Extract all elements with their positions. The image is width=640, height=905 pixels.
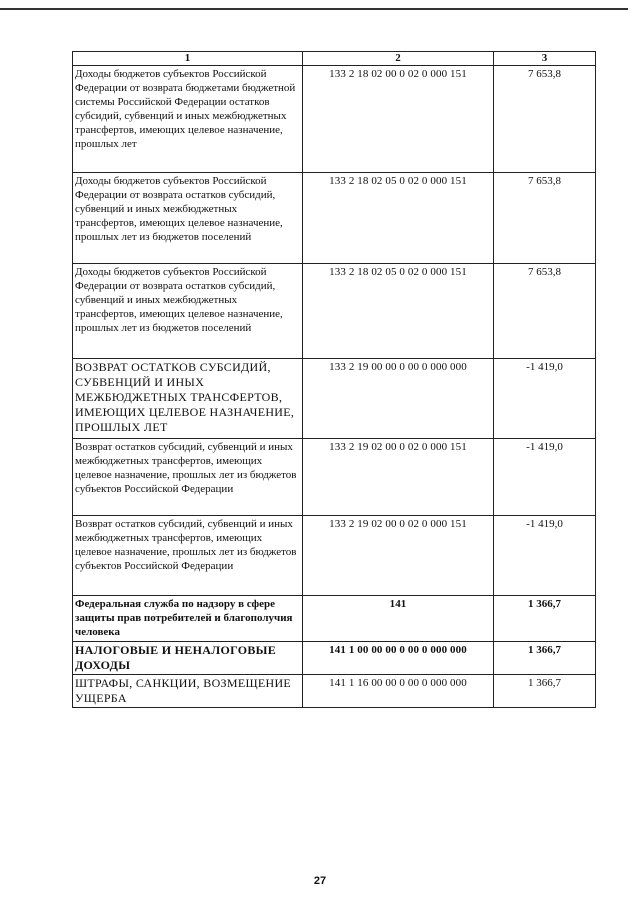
row-amount: -1 419,0: [494, 359, 596, 439]
row-amount: 1 366,7: [494, 675, 596, 708]
row-code: 141 1 16 00 00 0 00 0 000 000: [303, 675, 494, 708]
table-row: [73, 264, 596, 359]
header-col-2: 2: [303, 52, 494, 66]
row-amount: 1 366,7: [494, 596, 596, 642]
header-row: [73, 52, 596, 66]
row-code: 133 2 19 00 00 0 00 0 000 000: [303, 359, 494, 439]
row-code: 133 2 18 02 05 0 02 0 000 151: [303, 264, 494, 359]
row-code: 141 1 00 00 00 0 00 0 000 000: [303, 642, 494, 675]
row-amount: 7 653,8: [494, 173, 596, 264]
row-amount: 7 653,8: [494, 264, 596, 359]
row-name: Возврат остатков субсидий, субвенций и иных межбюджетных трансфертов, имеющих целевое назначение, прошлых лет из бюджетов субъектов Российской Федерации: [73, 516, 303, 596]
header-col-1: 1: [73, 52, 303, 66]
row-code: 133 2 19 02 00 0 02 0 000 151: [303, 439, 494, 516]
row-code: 141: [303, 596, 494, 642]
row-name: Возврат остатков субсидий, субвенций и иных межбюджетных трансфертов, имеющих целевое назначение, прошлых лет из бюджетов субъектов Российской Федерации: [73, 439, 303, 516]
table-row: [73, 516, 596, 596]
top-rule: [0, 8, 628, 10]
row-code: 133 2 18 02 05 0 02 0 000 151: [303, 173, 494, 264]
table-row: [73, 359, 596, 439]
row-amount: -1 419,0: [494, 516, 596, 596]
row-name: ШТРАФЫ, САНКЦИИ, ВОЗМЕЩЕНИЕ УЩЕРБА: [73, 675, 303, 708]
row-name: Федеральная служба по надзору в сфере защиты прав потребителей и благополучия человека: [73, 596, 303, 642]
table-row: [73, 596, 596, 642]
row-name: ВОЗВРАТ ОСТАТКОВ СУБСИДИЙ, СУБВЕНЦИЙ И ИНЫХ МЕЖБЮДЖЕТНЫХ ТРАНСФЕРТОВ, ИМЕЮЩИХ ЦЕЛЕВОЕ НАЗНАЧЕНИЕ, ПРОШЛЫХ ЛЕТ: [73, 359, 303, 439]
row-name: Доходы бюджетов субъектов Российской Федерации от возврата остатков субсидий, субвенций и иных межбюджетных трансфертов, имеющих целевое назначение, прошлых лет из бюджетов поселений: [73, 173, 303, 264]
row-code: 133 2 18 02 00 0 02 0 000 151: [303, 66, 494, 173]
page-number: 27: [313, 875, 327, 887]
row-amount: 7 653,8: [494, 66, 596, 173]
table-row: [73, 173, 596, 264]
row-name: Доходы бюджетов субъектов Российской Федерации от возврата остатков субсидий, субвенций и иных межбюджетных трансфертов, имеющих целевое назначение, прошлых лет из бюджетов поселений: [73, 264, 303, 359]
table-row: [73, 642, 596, 675]
row-amount: 1 366,7: [494, 642, 596, 675]
row-code: 133 2 19 02 00 0 02 0 000 151: [303, 516, 494, 596]
table-row: [73, 675, 596, 708]
budget-table: [72, 51, 596, 708]
row-name: Доходы бюджетов субъектов Российской Федерации от возврата бюджетами бюджетной системы Российской Федерации остатков субсидий, субвенций и иных межбюджетных трансфертов, имеющих целевое назначение, прошлых лет: [73, 66, 303, 173]
table-row: [73, 66, 596, 173]
header-col-3: 3: [494, 52, 596, 66]
row-name: НАЛОГОВЫЕ И НЕНАЛОГОВЫЕ ДОХОДЫ: [73, 642, 303, 675]
table-row: [73, 439, 596, 516]
row-amount: -1 419,0: [494, 439, 596, 516]
